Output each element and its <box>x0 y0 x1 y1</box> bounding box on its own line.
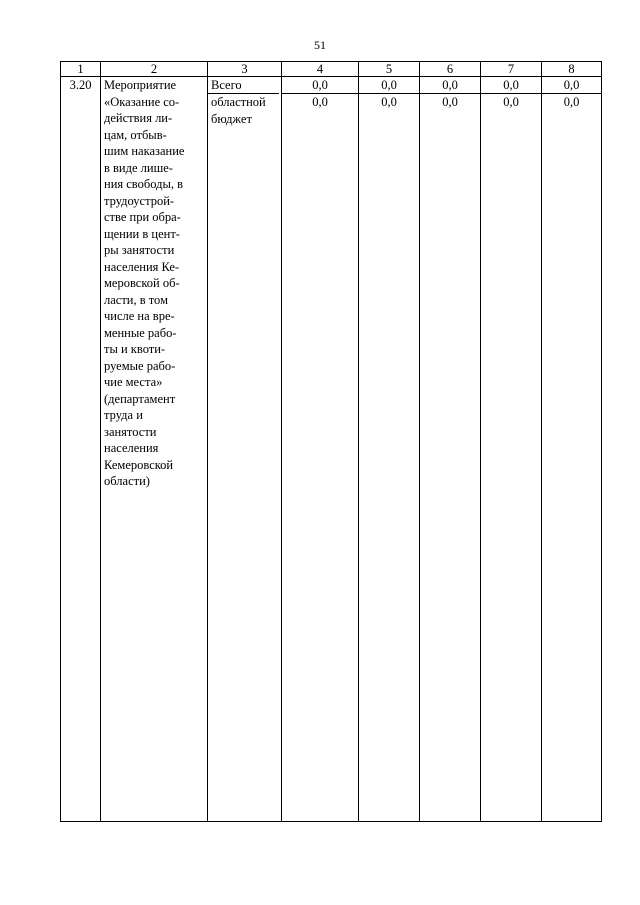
measure-name-line: населения Ке- <box>104 259 180 274</box>
total-value: 0,0 <box>419 77 481 94</box>
regional-budget-value: 0,0 <box>503 95 519 109</box>
measure-name-line: ласти, в том <box>104 292 168 307</box>
funding-source-cell <box>208 77 282 822</box>
value-cell-col-7 <box>481 77 542 822</box>
measure-name-line: в виде лише- <box>104 160 173 175</box>
header-cell-4: 4 <box>282 62 359 77</box>
measure-name-line: трудоустрой- <box>104 193 175 208</box>
total-value: 0,0 <box>281 77 359 94</box>
row-number: 3.20 <box>61 77 101 822</box>
value-cell-col-4 <box>282 77 359 822</box>
total-value: 0,0 <box>480 77 542 94</box>
regional-budget-value: 0,0 <box>563 95 580 109</box>
total-value: 0,0 <box>358 77 420 94</box>
header-cell-7: 7 <box>481 62 542 77</box>
header-cell-2: 2 <box>101 62 208 77</box>
page-number: 51 <box>314 38 326 52</box>
total-value: 0,0 <box>541 77 602 94</box>
header-row <box>61 62 602 77</box>
regional-budget-value: 0,0 <box>442 95 458 109</box>
header-cell-6: 6 <box>420 62 481 77</box>
measure-name-line: стве при обра- <box>104 210 181 224</box>
value-cell-col-8 <box>542 77 602 822</box>
header-cell-5: 5 <box>359 62 420 77</box>
source-regional-budget-label: областной бюджет <box>211 95 266 126</box>
measure-name-line: ры занятости <box>104 243 175 257</box>
measure-name-line: занятости <box>104 424 157 439</box>
regional-budget-value: 0,0 <box>312 95 328 109</box>
measure-name-line: ния свободы, в <box>104 177 184 191</box>
measure-name-line: цам, отбыв- <box>104 127 167 142</box>
measure-name-line: чие места» <box>104 375 163 389</box>
value-cell-col-5 <box>359 77 420 822</box>
measure-name-line: населения <box>104 441 159 455</box>
table-row <box>61 77 602 822</box>
measure-name-line: руемые рабо- <box>104 358 176 373</box>
measure-name-line: (департамент <box>104 391 176 406</box>
budget-table <box>60 61 602 822</box>
measure-name-line: «Оказание со- <box>104 94 180 109</box>
regional-budget-value: 0,0 <box>381 95 397 109</box>
header-cell-8: 8 <box>542 62 602 77</box>
value-cell-col-6 <box>420 77 481 822</box>
header-cell-1: 1 <box>61 62 101 77</box>
measure-name-cell <box>101 77 208 822</box>
measure-name-line: ты и квоти- <box>104 342 166 356</box>
measure-name-line: Кемеровской <box>104 457 174 472</box>
measure-name-line: действия ли- <box>104 111 173 125</box>
measure-name-line: меровской об- <box>104 276 180 290</box>
measure-name-line: менные рабо- <box>104 325 177 340</box>
header-cell-3: 3 <box>208 62 282 77</box>
source-total-label: Всего <box>208 77 279 94</box>
measure-name-line: Мероприятие <box>104 78 177 92</box>
measure-name-line: труда и <box>104 408 143 422</box>
measure-name-line: щении в цент- <box>104 226 180 241</box>
measure-name-line: области) <box>104 474 150 488</box>
measure-name-line: шим наказание <box>104 144 185 158</box>
measure-name-line: числе на вре- <box>104 309 175 323</box>
